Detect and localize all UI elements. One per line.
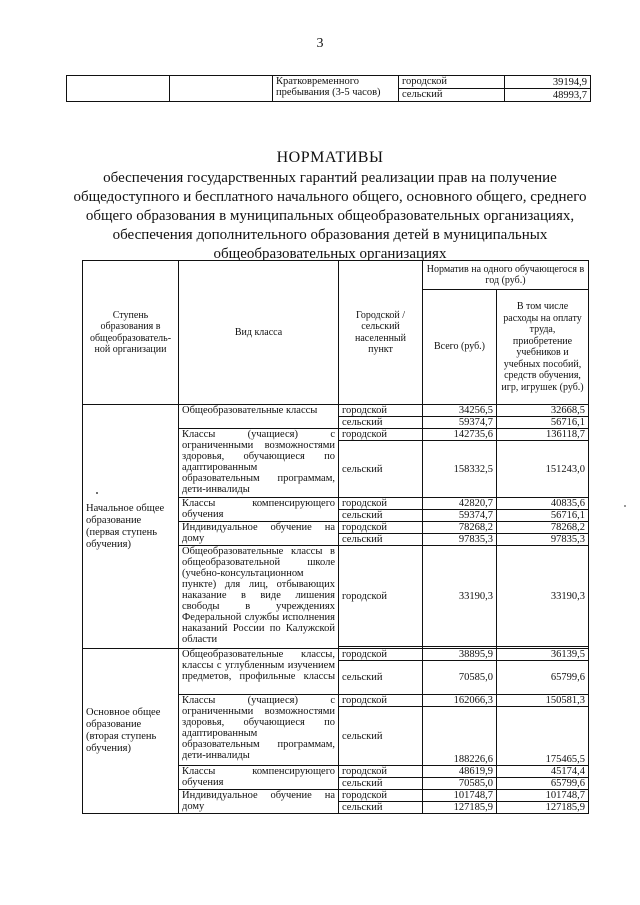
header-row: [83, 261, 589, 290]
total-cell: 97835,3: [423, 534, 497, 546]
header-incl: В том числе расходы на оплату труда, приобретение учебников и учебных пособий, средств обучения, игр, игрушек (руб.): [497, 290, 589, 405]
total-cell: 59374,7: [423, 417, 497, 429]
header-stage: Ступень образования в общеобразователь-ной организации: [83, 261, 179, 405]
total-cell: 70585,0: [423, 661, 497, 695]
place-cell: городской: [339, 695, 423, 707]
place-cell: городской: [399, 76, 505, 89]
class-home: Индивидуальное обучение на дому: [179, 522, 339, 546]
incl-cell: 136118,7: [497, 429, 589, 441]
incl-cell: 65799,6: [497, 661, 589, 695]
header-place: Городской / сельский населенный пункт: [339, 261, 423, 405]
class-penal: Общеобразовательные классы в общеобразовательной школе (учебно-консультационном пункте) для лиц, отбывающих наказание в виде лишения свободы в учреждениях Федеральной службы исполнения наказаний России по Калужской области: [179, 546, 339, 649]
incl-cell: 36139,5: [497, 649, 589, 661]
table-row: [83, 649, 589, 661]
place-cell: сельский: [339, 534, 423, 546]
empty-cell: [170, 76, 273, 102]
title-line: обеспечения государственных гарантий реализации прав на получение: [103, 170, 557, 186]
incl-cell: 78268,2: [497, 522, 589, 534]
place-cell: сельский: [339, 802, 423, 814]
stage-primary: Начальное общее образование (первая ступень обучения): [83, 405, 179, 649]
table-row: [83, 405, 589, 417]
class-general: Общеобразовательные классы, классы с углубленным изучением предметов, профильные классы: [179, 649, 339, 695]
class-compensatory: Классы компенсирующего обучения: [179, 498, 339, 522]
total-cell: 127185,9: [423, 802, 497, 814]
document-title: [60, 148, 600, 264]
place-cell: сельский: [339, 778, 423, 790]
total-cell: 70585,0: [423, 778, 497, 790]
total-cell: 59374,7: [423, 510, 497, 522]
total-cell: 142735,6: [423, 429, 497, 441]
incl-cell: 127185,9: [497, 802, 589, 814]
incl-cell: 101748,7: [497, 790, 589, 802]
place-cell: сельский: [339, 417, 423, 429]
total-cell: 101748,7: [423, 790, 497, 802]
stage-basic: Основное общее образование (вторая ступень обучения): [83, 649, 179, 814]
scan-speck: [96, 492, 98, 494]
place-cell: сельский: [339, 510, 423, 522]
place-cell: сельский: [399, 89, 505, 102]
title-line: общеобразовательных организациях: [213, 246, 447, 262]
place-cell: городской: [339, 522, 423, 534]
scan-speck: [624, 505, 626, 507]
value-cell: 48993,7: [505, 89, 591, 102]
header-class-type: Вид класса: [179, 261, 339, 405]
total-cell: 33190,3: [423, 546, 497, 647]
place-cell: городской: [339, 405, 423, 417]
total-cell: 34256,5: [423, 405, 497, 417]
incl-cell: 45174,4: [497, 766, 589, 778]
incl-cell: 56716,1: [497, 510, 589, 522]
class-general: Общеобразовательные классы: [179, 405, 339, 429]
total-cell: 188226,6: [423, 707, 497, 766]
total-cell: 42820,7: [423, 498, 497, 510]
class-name-cell: Кратковременного пребывания (3-5 часов): [273, 76, 399, 102]
place-cell: городской: [339, 649, 423, 661]
class-compensatory: Классы компенсирующего обучения: [179, 766, 339, 790]
header-total: Всего (руб.): [423, 290, 497, 405]
incl-cell: 65799,6: [497, 778, 589, 790]
total-cell: 78268,2: [423, 522, 497, 534]
total-cell: 162066,3: [423, 695, 497, 707]
header-norm: Норматив на одного обучающегося в год (руб.): [423, 261, 589, 290]
incl-cell: 150581,3: [497, 695, 589, 707]
class-disabled: Классы (учащиеся) с ограниченными возможностями здоровья, обучающиеся по адаптированным образовательным программам, дети-инвалиды: [179, 695, 339, 766]
place-cell: городской: [339, 429, 423, 441]
place-cell: сельский: [339, 441, 423, 498]
place-cell: сельский: [339, 661, 423, 695]
place-cell: городской: [339, 546, 423, 647]
norms-table: [82, 260, 589, 814]
total-cell: 158332,5: [423, 441, 497, 498]
total-cell: 48619,9: [423, 766, 497, 778]
incl-cell: 56716,1: [497, 417, 589, 429]
title-heading: НОРМАТИВЫ: [276, 149, 384, 166]
class-home: Индивидуальное обучение на дому: [179, 790, 339, 814]
incl-cell: 32668,5: [497, 405, 589, 417]
incl-cell: 151243,0: [497, 441, 589, 498]
title-line: общего образования в муниципальных общеобразовательных организациях,: [85, 208, 575, 224]
empty-cell: [67, 76, 170, 102]
class-disabled: Классы (учащиеся) с ограниченными возможностями здоровья, обучающиеся по адаптированным образовательным программам, дети-инвалиды: [179, 429, 339, 498]
incl-cell: 33190,3: [497, 546, 589, 647]
place-cell: городской: [339, 766, 423, 778]
title-line: обеспечения дополнительного образования детей в муниципальных: [112, 227, 548, 243]
incl-cell: 175465,5: [497, 707, 589, 766]
place-cell: сельский: [339, 707, 423, 766]
continuation-table: [66, 75, 591, 102]
incl-cell: 40835,6: [497, 498, 589, 510]
place-cell: городской: [339, 790, 423, 802]
total-cell: 38895,9: [423, 649, 497, 661]
value-cell: 39194,9: [505, 76, 591, 89]
title-line: общедоступного и бесплатного начального общего, основного общего, среднего: [73, 189, 587, 205]
page-number: 3: [316, 36, 324, 51]
place-cell: городской: [339, 498, 423, 510]
table-row: [67, 76, 591, 89]
incl-cell: 97835,3: [497, 534, 589, 546]
